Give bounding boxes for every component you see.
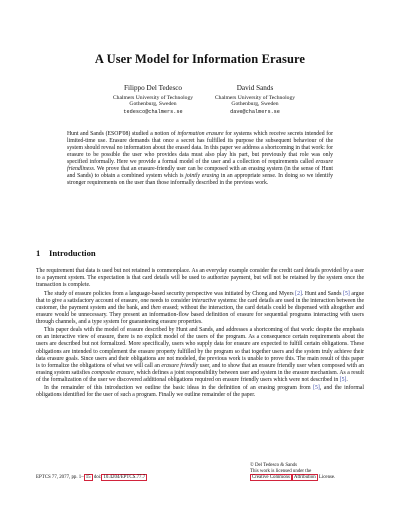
abstract-emphasis: jointly erasing (185, 172, 220, 179)
footer-citation (36, 475, 147, 481)
paragraph-text: systems: the card details are used in the interaction between the customer, the payment system and the bank, and (36, 297, 364, 311)
affiliation-location: Gothenburg, Sweden (129, 100, 177, 107)
paragraph-emphasis: then (150, 304, 161, 311)
paragraph-1: The requirement that data is used but not retained is commonplace. As an everyday example consider the credit card details provided by a user to a payment system. The expectation is that card details will be used to authorize payment, but will not be retained by the system once the transaction is complete. (36, 268, 364, 289)
license-text: License. (317, 475, 336, 481)
author-email[interactable]: tedesco@chalmers.se (123, 109, 183, 116)
paragraph-text: The study of erasure policies from a language-based security perspective was initiated by Chong and Myers (44, 290, 296, 297)
paragraph-text: , and the informal obligations identified for the user of such a program. Finally we outline remainder of the paper. (36, 385, 364, 399)
affiliation-line: Chalmers University of Technology (214, 94, 296, 101)
footer-text: EPTCS 77, 2077, pp. 1– (36, 475, 84, 480)
paragraph-3 (36, 327, 364, 383)
body-text (36, 268, 364, 399)
citation-link[interactable]: [5] (343, 290, 350, 297)
paragraph-text: , which defines a joint responsibility between user and system in the erasure mechanism. As a result of the formalization of the user we discovered additional obligations required on erasure friendly users which were not described in (36, 369, 365, 383)
abstract-text: Hunt and Sands (ESOP'08) studied a notion of (67, 131, 178, 137)
abstract-emphasis: information erasure (177, 131, 224, 137)
paragraph-emphasis: interactive (191, 297, 217, 304)
footer-text: doi: (92, 475, 102, 480)
abstract-text: . We prove that an erasure-friendly user can be composed with an erasing system (in the sense of Hunt and Sands) to obtain a combined system which is (67, 165, 333, 179)
author-block-2 (190, 84, 320, 116)
author-name: David Sands (236, 84, 274, 92)
paragraph-text: user, and to show that an erasure friendly user when composed with an erasing system satisfies (36, 362, 364, 376)
citation-link[interactable]: [5] (313, 385, 320, 392)
creative-commons-link[interactable]: Creative Commons (252, 475, 290, 481)
author-affiliation (190, 95, 320, 108)
paragraph-emphasis: erasure friendly (161, 362, 199, 369)
attribution-link[interactable]: Attribution (293, 475, 316, 481)
license-line: This work is licensed under the (250, 469, 312, 475)
abstract (67, 131, 333, 187)
paragraph-2 (36, 291, 364, 326)
footer-license (250, 463, 370, 482)
section-title: Introduction (49, 248, 96, 258)
abstract-text: for systems which receive secrets intended for limited-time use. Erasure demands that once a secret has fulfilled its purpose the subsequent behaviour of the system should reveal no information about the erased data. In this paper we address a shortcoming in that work: for erasure to be possible the user who provides data must also play his part, but previously that role was only specified informally. Here we provide a formal model of the user and a collection of requirements called (67, 131, 333, 165)
affiliation-line: Chalmers University of Technology (112, 94, 194, 101)
abstract-emphasis: erasure friendliness (67, 158, 333, 172)
paragraph-emphasis: composite erasure (91, 369, 134, 376)
author-email[interactable]: dave@chalmers.se (230, 109, 280, 116)
paragraph-text: In the remainder of this introduction we outline the basic ideas in the definition of an erasing program from (44, 385, 314, 392)
license-link-line (250, 475, 370, 481)
author-name: Filippo Del Tedesco (123, 84, 183, 92)
paper-title: A User Model for Information Erasure (94, 52, 306, 66)
paragraph-text: . (346, 376, 348, 383)
affiliation-location: Gothenburg, Sweden (231, 100, 279, 107)
citation-link[interactable]: [5] (339, 376, 347, 383)
abstract-text: in an appropriate sense. In doing so we identify stronger requirements on the user than those informally described in the previous work. (67, 172, 333, 186)
page-count-link[interactable]: 15 (85, 475, 91, 480)
paragraph-4 (36, 385, 364, 399)
citation-link[interactable]: [2] (295, 290, 302, 297)
copyright-line: © Del Tedesco & Sands (250, 463, 298, 468)
section-number: 1 (36, 248, 41, 258)
paragraph-text: This paper deals with the model of erasure described by Hunt and Sands, and addresses a shortcoming of that work: despite the emphasis on an interactive view of erasure, there is no explicit model of the users of the program. As a consequence certain requirements about the users are described but not formalized. More specifically, users who supply data for erasure are expected to fulfill certain obligations. These obligations are intended to complement the erasure property fulfilled by the program so that together users and the system truly achieve their data erasure goals. Since users and their obligations are not modeled, the previous work is unable to prove this. The main result of this paper is to formalize the obligations of what we will call an (36, 327, 364, 369)
doi-link[interactable]: 10.4204/EPTCS.77.7 (103, 475, 146, 480)
paragraph-text: erased; without the interaction, the card details could be dispensed with altogether and erasure would be unnecessary. They present an information-flow based definition of erasure for sequential programs interacting with users through channels, and a type system for guaranteeing erasure properties. (36, 304, 364, 325)
paragraph-text: . Hunt and Sands (301, 290, 344, 297)
section-heading (36, 248, 96, 258)
paragraph-text: argue that to give a satisfactory account of erasure, one needs to consider (36, 290, 364, 304)
